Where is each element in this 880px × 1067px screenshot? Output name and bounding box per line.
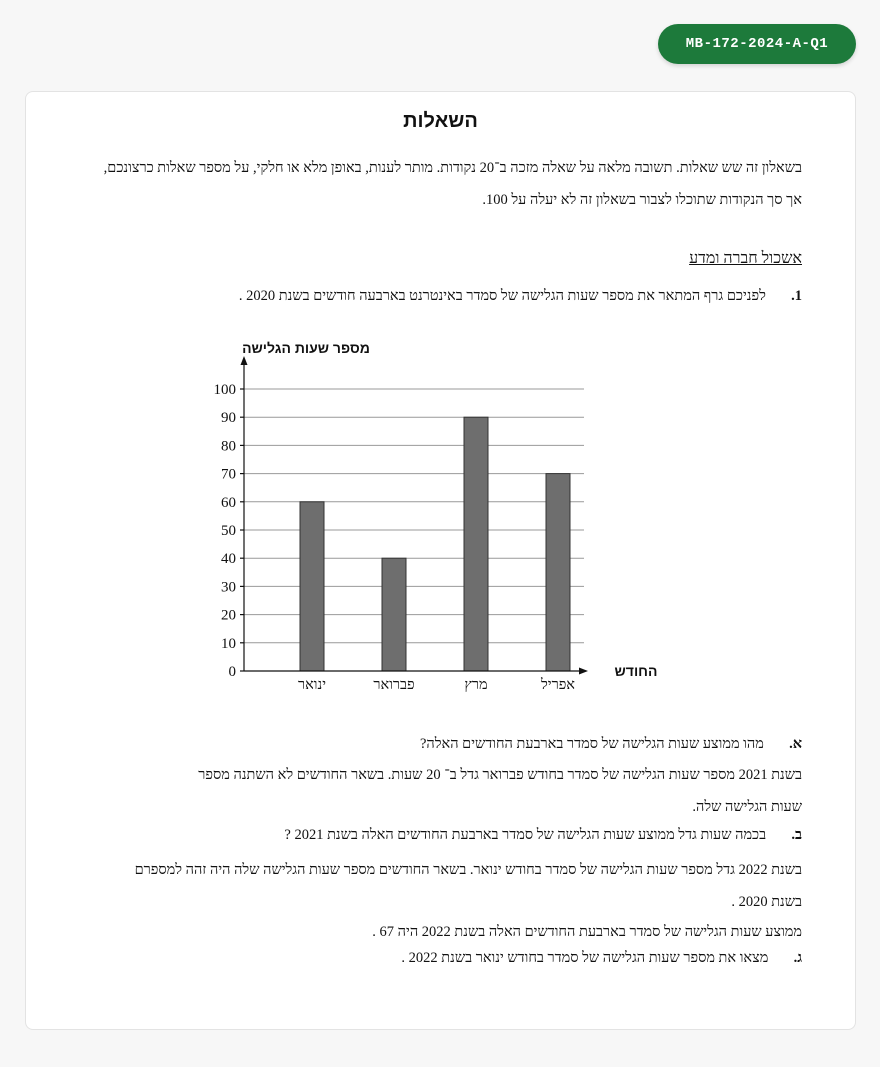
question-1-text: לפניכם גרף המתאר את מספר שעות הגלישה של סמדר באינטרנט בארבעה חודשים בשנת 2020 . [238,288,766,304]
bar-4 [546,474,570,671]
x-axis-arrow [579,668,588,675]
y-tick-label: 10 [221,635,236,652]
question-1 [239,286,802,306]
chart-bars [300,417,570,671]
context-b-line-1: בשנת 2021 מספר שעות הגלישה של סמדר בחודש פברואר גדל ב־ 20 שעות. בשאר החודשים לא השתנה מספר [198,767,802,783]
context-c-line-1: בשנת 2022 גדל מספר שעות הגלישה של סמדר בחודש ינואר. בשאר החודשים מספר שעות הגלישה שלה היה זהה למספרם [134,862,802,878]
intro-line-2: אך סך הנקודות שתוכלו לצבור בשאלון זה לא יעלה על 100. [482,192,802,208]
x-axis-label: החודש [614,663,658,679]
x-category-label: אפריל [540,677,576,693]
part-c [401,942,802,974]
chart-x-categories [298,677,575,693]
part-a [420,728,802,760]
part-a-question: מהו ממוצע שעות הגלישה של סמדר בארבעת החודשים האלה? [419,736,764,752]
context-c-line-3: ממוצע שעות הגלישה של סמדר בארבעת החודשים האלה בשנת 2022 היה 67 . [372,924,802,940]
page-title: השאלות [403,110,478,132]
part-b [284,819,802,851]
x-category-label: מרץ [464,677,488,693]
y-tick-label: 70 [221,466,236,483]
context-c-line-2: בשנת 2020 . [731,894,802,910]
x-category-label: ינואר [297,677,327,693]
y-tick-label: 100 [213,382,236,398]
y-tick-label: 60 [221,494,236,511]
question-number: 1. [791,288,802,304]
part-b-letter: ב. [791,827,802,843]
intro-line-1: בשאלון זה שש שאלות. תשובה מלאה על שאלה מזכה ב־20 נקודות. מותר לענות, באופן מלא או חלקי, על מספר שאלות כרצונכם, [103,160,802,176]
y-tick-label: 90 [221,410,236,427]
intro-text [66,152,802,216]
chart-y-ticks [214,382,245,680]
part-a-letter: א. [789,736,802,752]
y-tick-label: 50 [221,523,236,539]
bar-1 [300,502,324,671]
question-id-badge: MB-172-2024-A-Q1 [658,24,856,64]
part-b-question: בכמה שעות גדל ממוצע שעות הגלישה של סמדר בארבעת החודשים האלה בשנת 2021 ? [284,827,767,843]
chart-gridlines [244,389,584,643]
context-c [42,854,802,948]
y-tick-label: 30 [221,579,236,596]
part-c-question: מצאו את מספר שעות הגלישה של סמדר בחודש ינואר בשנת 2022 . [401,950,769,966]
y-tick-label: 0 [228,664,236,680]
y-tick-label: 20 [221,607,236,624]
question-card [25,91,856,1030]
bar-chart [176,330,676,700]
y-axis-arrow [241,356,248,365]
context-b-line-2: שעות הגלישה שלה. [692,799,802,815]
y-axis-label: מספר שעות הגלישה [242,340,370,356]
y-tick-label: 40 [221,551,236,568]
bar-3 [464,417,488,671]
y-tick-label: 80 [221,438,236,455]
context-b [66,759,802,823]
x-category-label: פברואר [373,677,415,693]
part-c-letter: ג. [793,950,802,966]
bar-2 [382,558,406,671]
section-heading: אשכול חברה ומדע [689,250,802,267]
